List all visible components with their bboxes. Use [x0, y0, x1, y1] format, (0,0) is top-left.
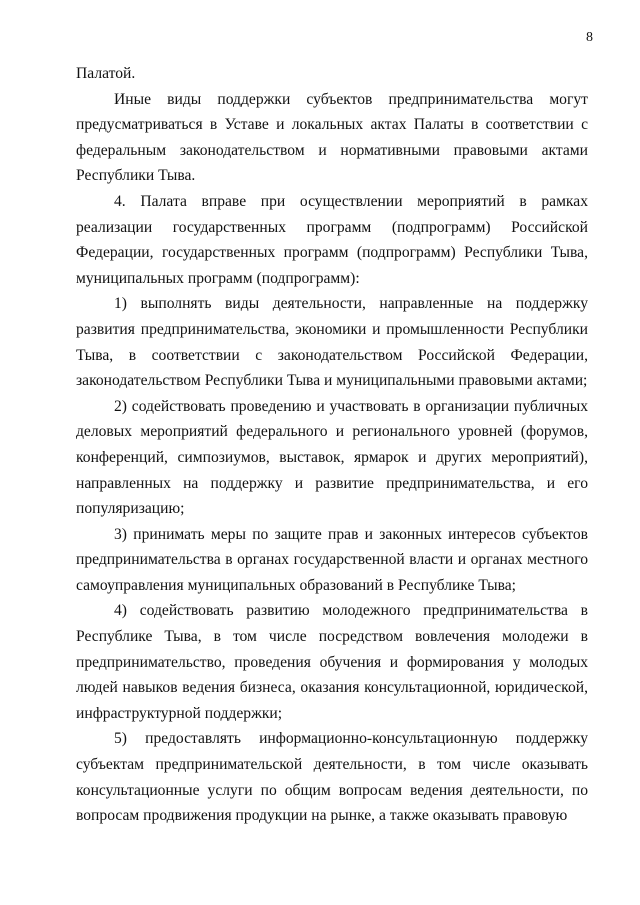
paragraph-continuation: Палатой.: [76, 65, 136, 82]
paragraph-item-4-rights: 4. Палата вправе при осуществлении мероприятий в рамках реализации государственных программ (подпрограмм) Российской Федерации, государственных программ (подпрограмм) Республики Тыва, муниципальных программ (подпрограмм):: [76, 192, 588, 287]
list-item-2: 2) содействовать проведению и участвовать в организации публичных деловых мероприятий федерального и регионального уровней (форумов, конференций, симпозиумов, выставок, ярмарок и других мероприятий), направленных на поддержку и развитие предпринимательства, и его популяризацию;: [76, 397, 588, 518]
document-body: [76, 61, 588, 829]
list-item-3: 3) принимать меры по защите прав и законных интересов субъектов предпринимательства в органах государственной власти и органах местного самоуправления муниципальных образований в Республике Тыва;: [76, 525, 588, 594]
page-number: 8: [586, 30, 593, 45]
list-item-5: 5) предоставлять информационно-консультационную поддержку субъектам предпринимательской деятельности, в том числе оказывать консультационные услуги по общим вопросам ведения деятельности, по вопросам продвижения продукции на рынке, а также оказывать правовую: [76, 730, 588, 825]
paragraph-other-support-types: Иные виды поддержки субъектов предпринимательства могут предусматриваться в Уставе и локальных актах Палаты в соответствии с федеральным законодательством и нормативными правовыми актами Республики Тыва.: [76, 90, 588, 185]
list-item-4: 4) содействовать развитию молодежного предпринимательства в Республике Тыва, в том числе посредством вовлечения молодежи в предпринимательство, проведения обучения и формирования у молодых людей навыков ведения бизнеса, оказания консультационной, юридической, инфраструктурной поддержки;: [76, 602, 588, 722]
list-item-1: 1) выполнять виды деятельности, направленные на поддержку развития предпринимательства, экономики и промышленности Республики Тыва, в соответствии с законодательством Российской Федерации, законодательством Республики Тыва и муниципальными правовыми актами;: [76, 295, 588, 390]
